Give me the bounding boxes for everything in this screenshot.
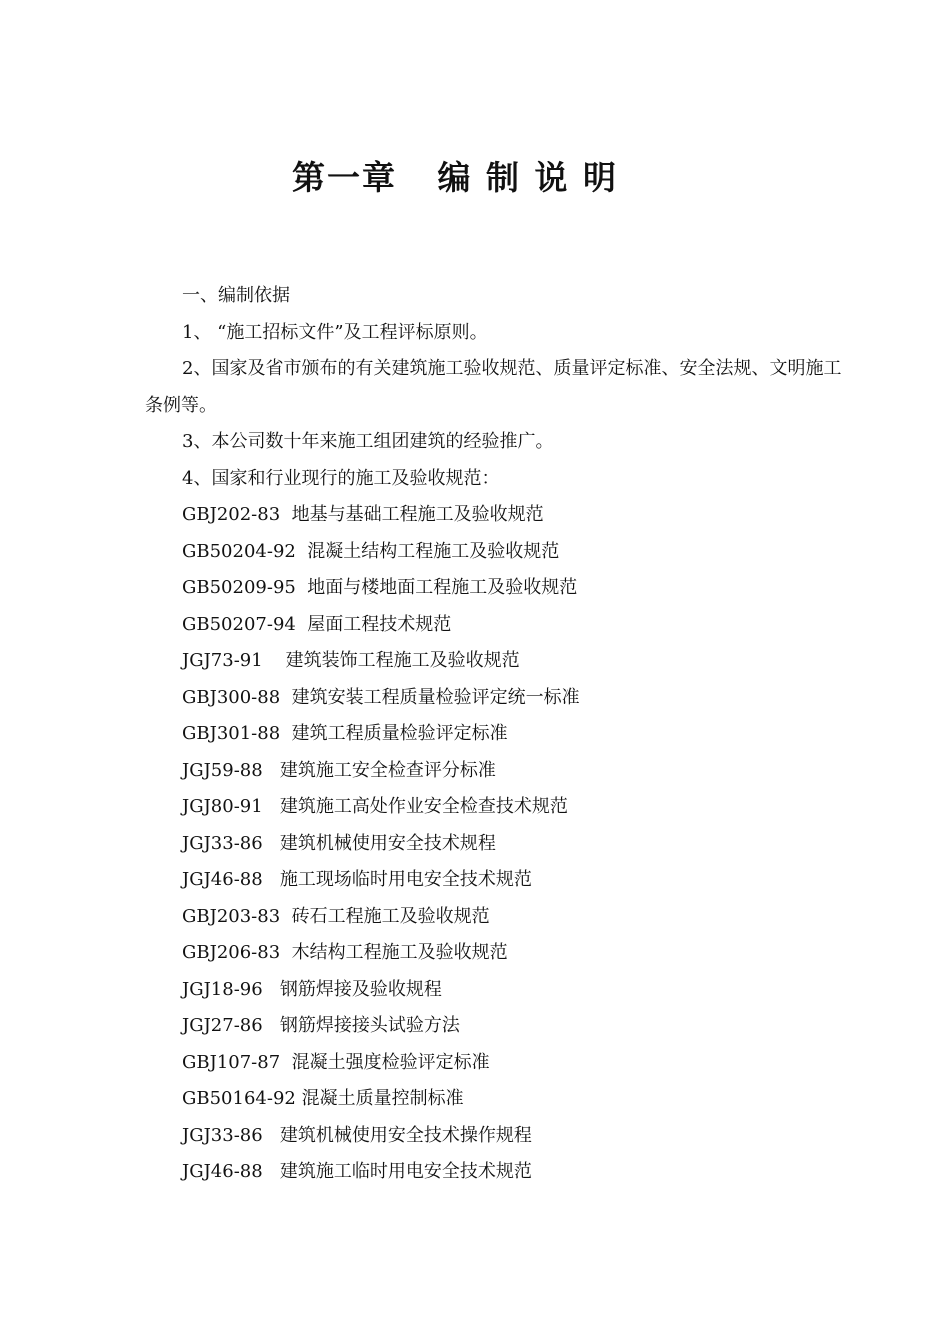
standard-item: GBJ300-88 建筑安装工程质量检验评定统一标准 bbox=[182, 686, 580, 708]
chapter-title: 第一章 编 制 说 明 bbox=[292, 158, 618, 197]
standard-item: JGJ73-91 建筑装饰工程施工及验收规范 bbox=[182, 650, 520, 671]
standard-item: JGJ27-86 钢筋焊接接头试验方法 bbox=[182, 1015, 460, 1036]
standard-item: JGJ33-86 建筑机械使用安全技术操作规程 bbox=[182, 1124, 532, 1146]
standard-item: JGJ46-88 建筑施工临时用电安全技术规范 bbox=[182, 1161, 532, 1182]
standards-list bbox=[145, 497, 845, 1191]
standard-item: JGJ46-88 施工现场临时用电安全技术规范 bbox=[182, 869, 532, 890]
standard-item: JGJ80-91 建筑施工高处作业安全检查技术规范 bbox=[182, 796, 568, 817]
standard-item: GB50207-94 屋面工程技术规范 bbox=[182, 613, 452, 635]
basis-paragraph-2: 2、国家及省市颁布的有关建筑施工验收规范、质量评定标准、安全法规、文明施工条例等。 bbox=[145, 358, 842, 416]
section-heading: 一、编制依据 bbox=[182, 285, 290, 306]
standard-item: JGJ59-88 建筑施工安全检查评分标准 bbox=[182, 759, 496, 781]
basis-paragraph-3: 3、本公司数十年来施工组团建筑的经验推广。 bbox=[182, 431, 554, 452]
document-body bbox=[145, 278, 845, 1191]
standard-item: GB50209-95 地面与楼地面工程施工及验收规范 bbox=[182, 577, 578, 598]
basis-paragraph-4: 4、国家和行业现行的施工及验收规范： bbox=[182, 467, 500, 489]
standard-item: GBJ202-83 地基与基础工程施工及验收规范 bbox=[182, 504, 544, 525]
standard-item: GBJ203-83 砖石工程施工及验收规范 bbox=[182, 905, 490, 927]
standard-item: GBJ301-88 建筑工程质量检验评定标准 bbox=[182, 723, 508, 744]
standard-item: GB50204-92 混凝土结构工程施工及验收规范 bbox=[182, 540, 560, 562]
standard-item: GB50164-92 混凝土质量控制标准 bbox=[182, 1088, 464, 1109]
standard-item: GBJ206-83 木结构工程施工及验收规范 bbox=[182, 942, 508, 963]
basis-paragraph-1: 1、 “施工招标文件”及工程评标原则。 bbox=[182, 321, 488, 343]
standard-item: GBJ107-87 混凝土强度检验评定标准 bbox=[182, 1051, 490, 1073]
standard-item: JGJ18-96 钢筋焊接及验收规程 bbox=[182, 978, 442, 1000]
standard-item: JGJ33-86 建筑机械使用安全技术规程 bbox=[182, 832, 496, 854]
